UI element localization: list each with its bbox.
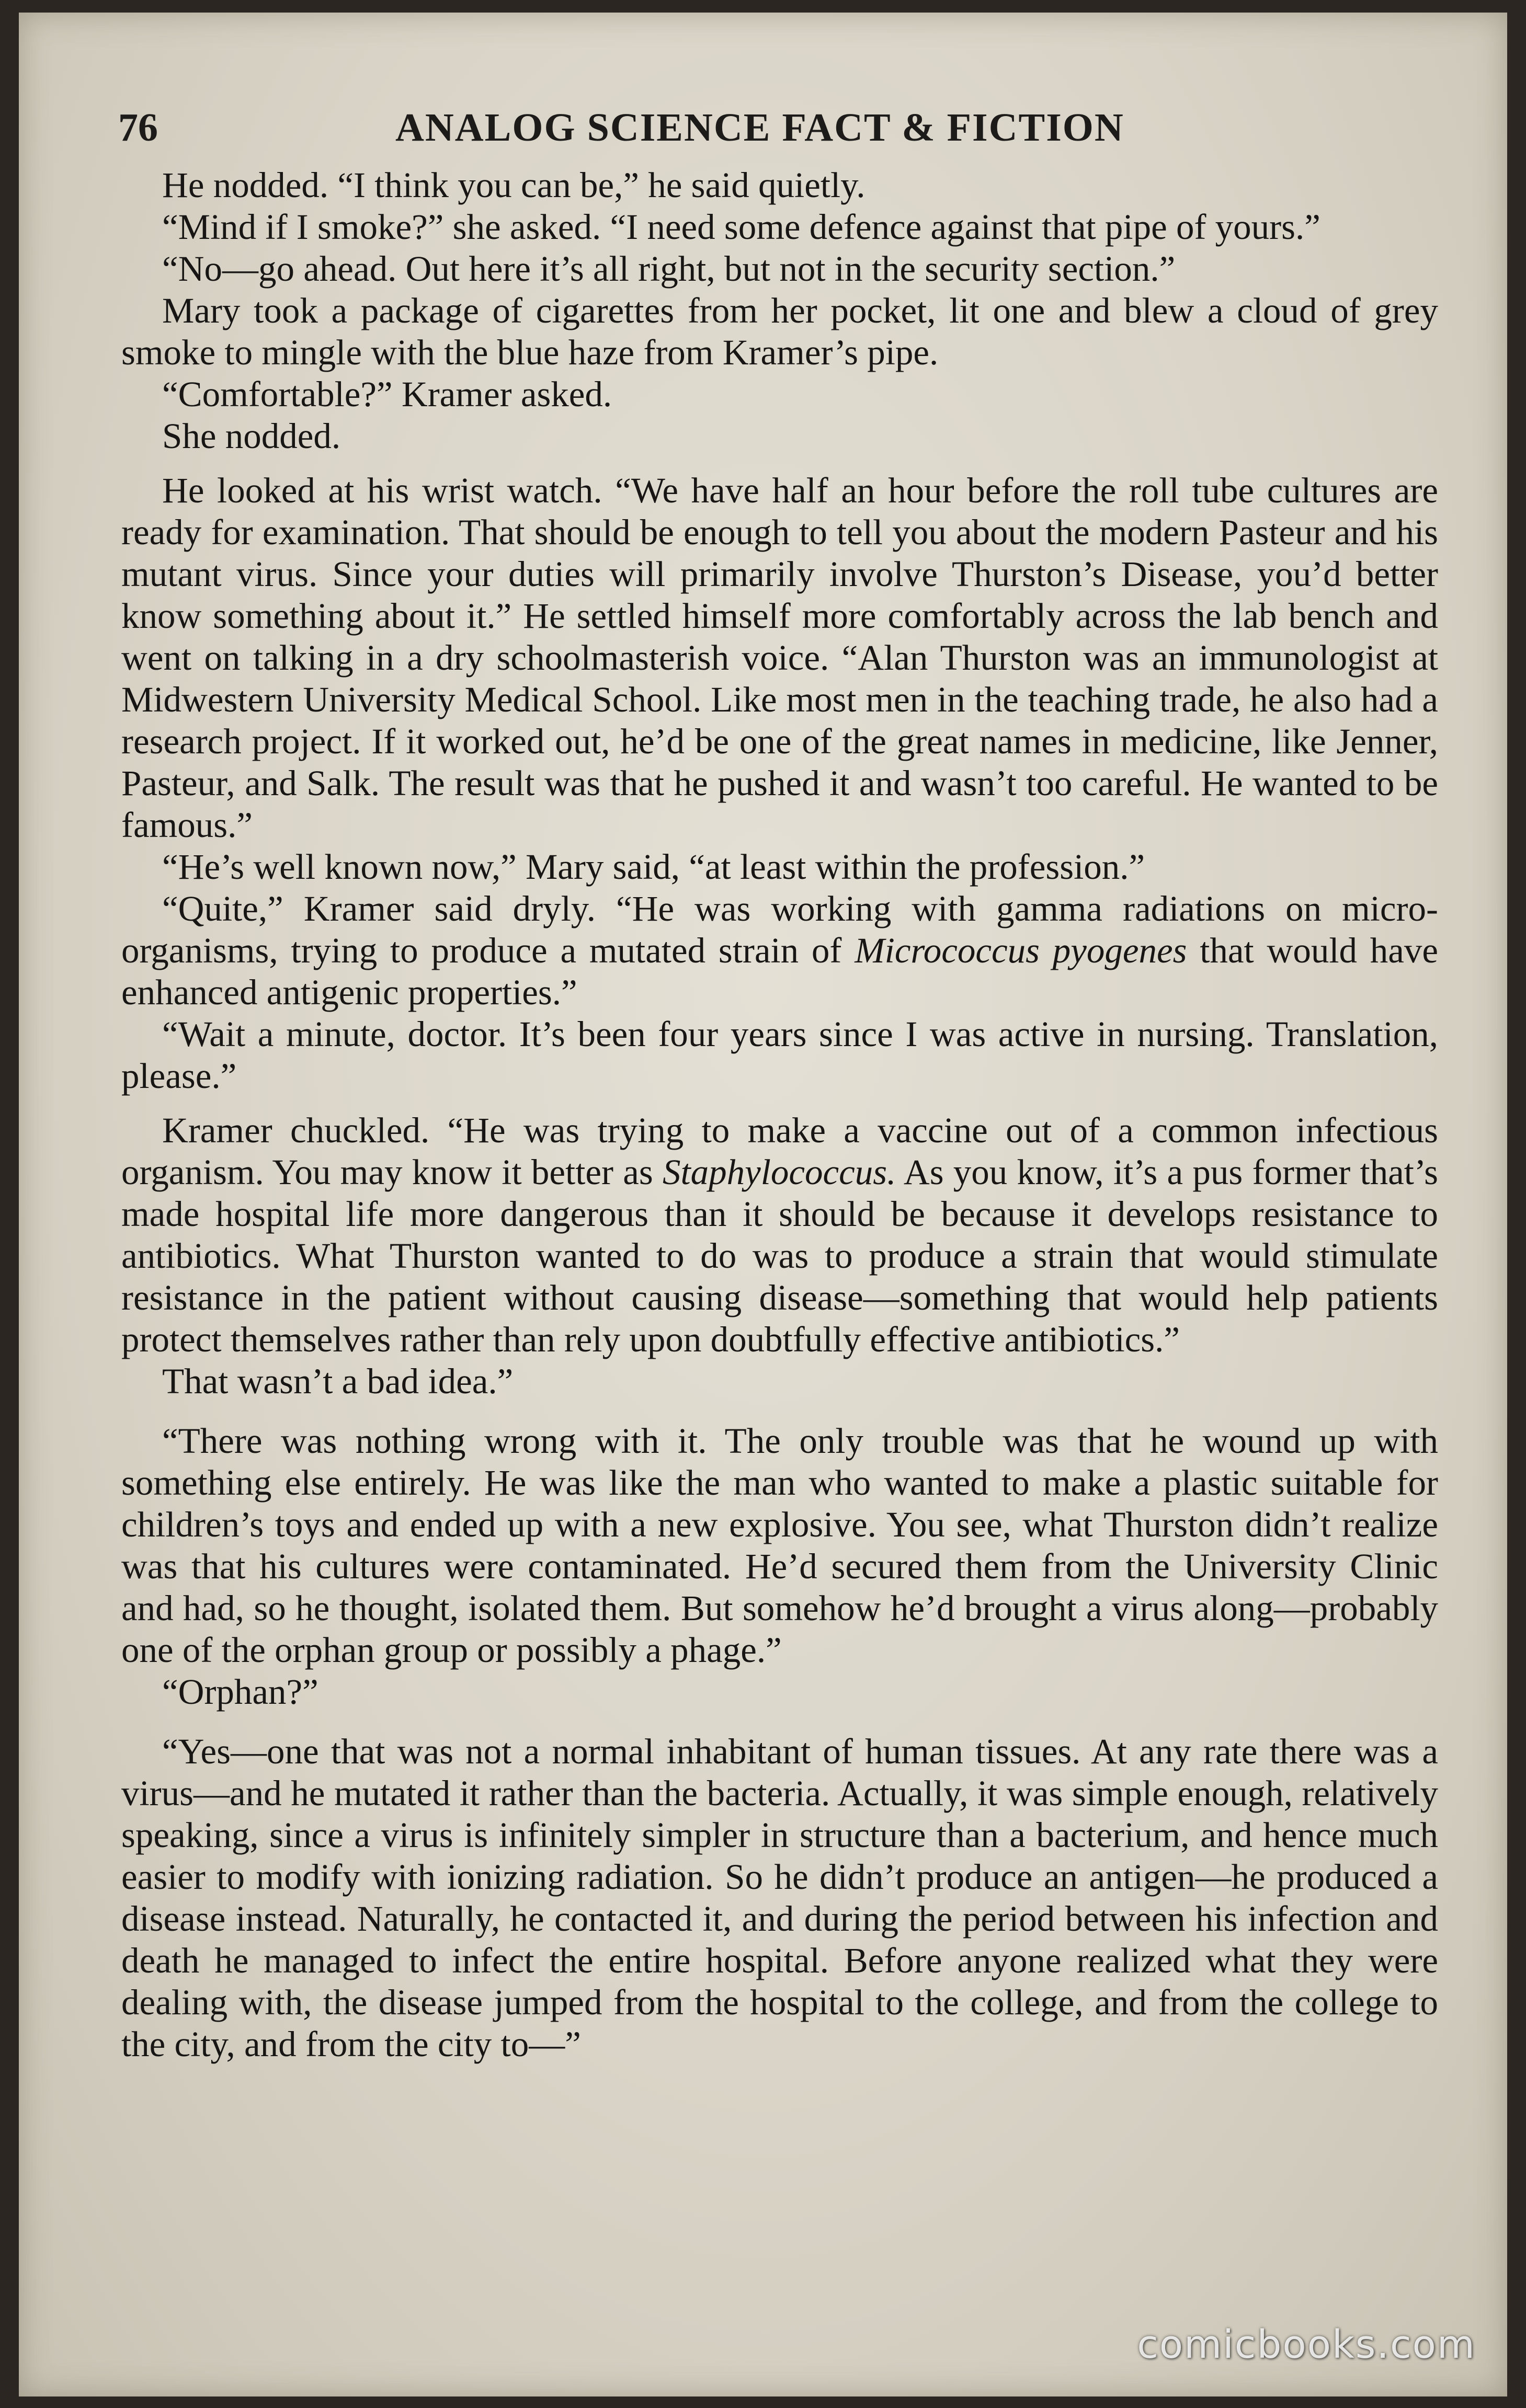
paragraph [121,888,1438,1013]
paragraph: “Orphan?” [162,1672,318,1712]
genus-name: Staphylococcus. [662,1152,896,1192]
paragraph: “Yes—one that was not a normal inhabitant of human tissues. At any rate there was a virus—and he mutated it rather than the bacteria. Actually, it was simple enough, relatively speaking, since a virus is infinitely simpler in structure than a bacterium, and hence much easier to modify with ionizing radiation. So he didn’t produce an antigen—he produced a disease instead. Naturally, he contacted it, and during the period between his infection and death he managed to infect the entire hospital. Before anyone realized what they were dealing with, the disease jumped from the hospital to the college, and from the college to the city, and from the city to—” [121,1732,1438,2064]
paragraph-text: Kramer chuckled. “He was trying to make a vaccine out of a common infectious organism. You may know it better as [121,1110,1438,1192]
paragraph: He nodded. “I think you can be,” he said quietly. [162,165,866,205]
running-head: ANALOG SCIENCE FACT & FICTION [395,106,1124,150]
book-page [19,13,1507,2396]
species-name: Micrococcus pyogenes [855,931,1187,970]
paragraph: That wasn’t a bad idea.” [162,1361,514,1401]
paragraph-text: that would have enhanced antigenic properties.” [121,931,1439,1012]
paragraph-text: As you know, it’s a pus former that’s made hospital life more dangerous than it should be because it develops resistance to antibiotics. What Thurston wanted to do was to produce a strain that would stimulate resistance in the patient without causing disease—something that would help patients protect themselves rather than rely upon doubtfully effective antibiotics.” [121,1152,1438,1359]
paragraph: “Comfortable?” Kramer asked. [162,374,612,414]
paragraph: “Mind if I smoke?” she asked. “I need some defence against that pipe of yours.” [162,207,1320,247]
paragraph [121,1109,1438,1360]
paragraph: “There was nothing wrong with it. The only trouble was that he wound up with something else entirely. He was like the man who wanted to make a plastic suitable for children’s toys and ended up with a new explosive. You see, what Thurston didn’t realize was that his cultures were contaminated. He’d secured them from the University Clinic and had, so he thought, isolated them. But somehow he’d brought a virus along—probably one of the orphan group or possibly a phage.” [121,1421,1438,1670]
paragraph-text: “Quite,” Kramer said dryly. “He was working with gamma radiations on micro-organisms, trying to produce a mutated strain of [121,889,1438,970]
paragraph: Mary took a package of cigarettes from her pocket, lit one and blew a cloud of grey smoke to mingle with the blue haze from Kramer’s pipe. [121,291,1438,372]
paragraph: She nodded. [162,416,341,456]
story-text [121,164,1438,2065]
paragraph: “Wait a minute, doctor. It’s been four years since I was active in nursing. Translation, please.” [121,1014,1438,1096]
paragraph: “He’s well known now,” Mary said, “at least within the profession.” [162,847,1145,887]
paragraph: He looked at his wrist watch. “We have half an hour before the roll tube cultures are ready for examination. That should be enough to tell you about the modern Pasteur and his mutant virus. Since your duties will primarily involve Thurston’s Disease, you’d better know something about it.” He settled himself more comfortably across the lab bench and went on talking in a dry schoolmasterish voice. “Alan Thurston was an immunologist at Midwestern University Medical School. Like most men in the teaching trade, he also had a research project. If it worked out, he’d be one of the great names in medicine, like Jenner, Pasteur, and Salk. The result was that he pushed it and wasn’t too careful. He wanted to be famous.” [121,471,1438,845]
paragraph: “No—go ahead. Out here it’s all right, but not in the security section.” [162,249,1176,289]
page-header [103,96,1441,159]
watermark: comicbooks.com [1137,2322,1476,2367]
page-number: 76 [118,106,158,150]
